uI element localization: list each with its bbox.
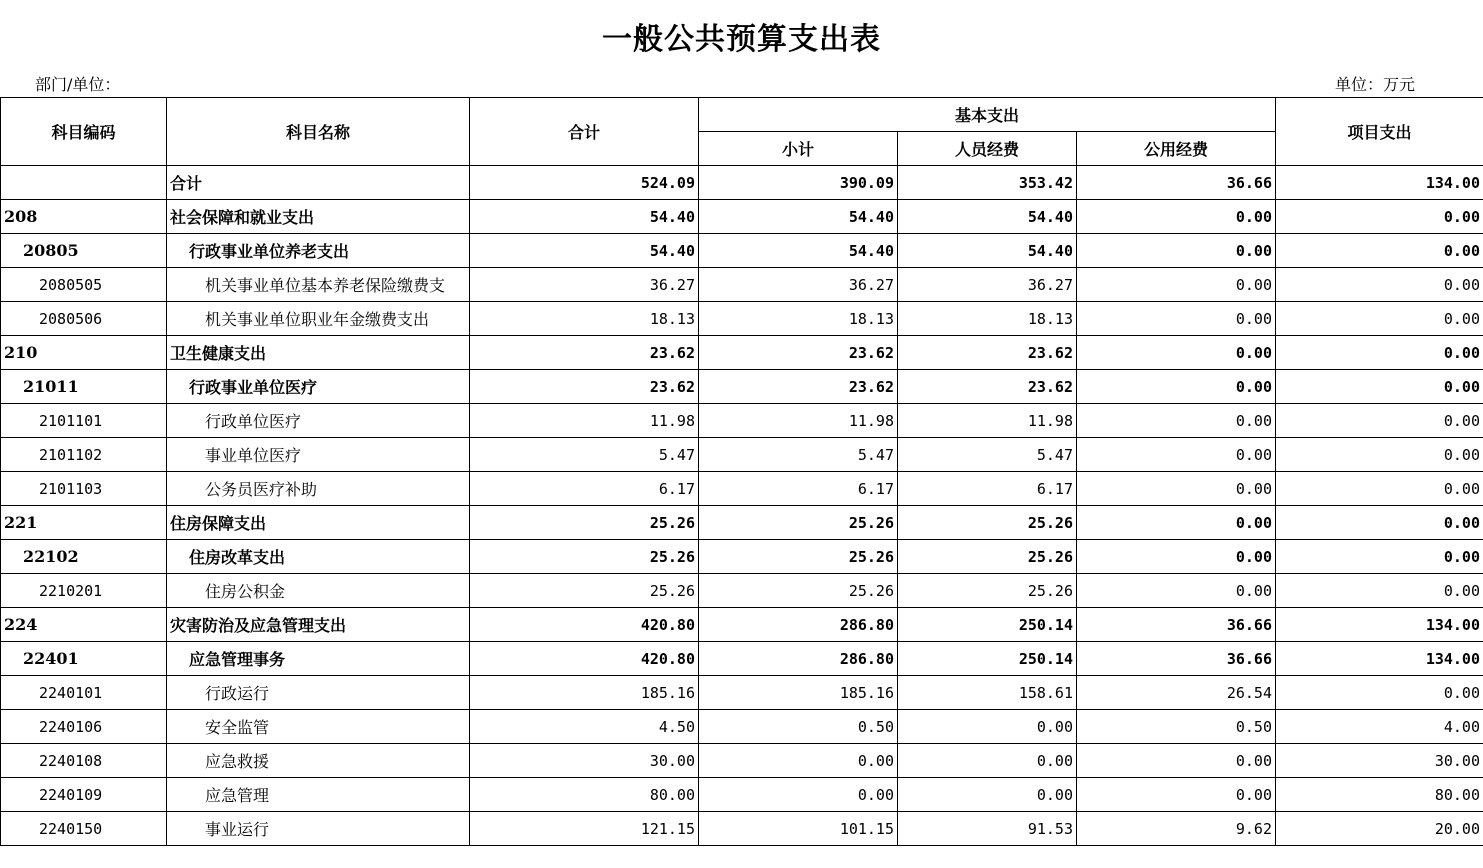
- cell-subtotal: 0.50: [699, 710, 898, 744]
- cell-public: 0.00: [1077, 744, 1276, 778]
- cell-code: 2240101: [1, 676, 167, 710]
- cell-project: 0.00: [1276, 676, 1483, 710]
- cell-name: 安全监管: [167, 710, 470, 744]
- cell-public: 0.00: [1077, 506, 1276, 540]
- cell-total: 524.09: [470, 166, 699, 200]
- cell-personnel: 36.27: [898, 268, 1077, 302]
- cell-code: 2240109: [1, 778, 167, 812]
- cell-name: 住房保障支出: [167, 506, 470, 540]
- table-row: [1, 472, 1483, 506]
- cell-personnel: 6.17: [898, 472, 1077, 506]
- cell-personnel: 54.40: [898, 234, 1077, 268]
- cell-name: 机关事业单位基本养老保险缴费支: [167, 268, 470, 302]
- cell-personnel: 353.42: [898, 166, 1077, 200]
- cell-total: 6.17: [470, 472, 699, 506]
- cell-code: 20805: [1, 234, 167, 268]
- cell-total: 420.80: [470, 608, 699, 642]
- cell-personnel: 0.00: [898, 710, 1077, 744]
- cell-code: 2101103: [1, 472, 167, 506]
- table-row: [1, 778, 1483, 812]
- table-row: [1, 336, 1483, 370]
- cell-code: [1, 166, 167, 200]
- cell-subtotal: 286.80: [699, 608, 898, 642]
- cell-total: 11.98: [470, 404, 699, 438]
- cell-personnel: 250.14: [898, 608, 1077, 642]
- cell-public: 0.00: [1077, 200, 1276, 234]
- cell-total: 185.16: [470, 676, 699, 710]
- cell-project: 0.00: [1276, 540, 1483, 574]
- cell-public: 0.00: [1077, 302, 1276, 336]
- cell-name: 行政事业单位医疗: [167, 370, 470, 404]
- cell-personnel: 0.00: [898, 778, 1077, 812]
- cell-name: 卫生健康支出: [167, 336, 470, 370]
- cell-project: 20.00: [1276, 812, 1483, 846]
- cell-subtotal: 11.98: [699, 404, 898, 438]
- cell-total: 23.62: [470, 336, 699, 370]
- cell-public: 9.62: [1077, 812, 1276, 846]
- cell-subtotal: 54.40: [699, 200, 898, 234]
- cell-subtotal: 6.17: [699, 472, 898, 506]
- page-title: 一般公共预算支出表: [602, 22, 881, 57]
- cell-project: 0.00: [1276, 302, 1483, 336]
- cell-total: 36.27: [470, 268, 699, 302]
- cell-name: 事业单位医疗: [167, 438, 470, 472]
- table-header: [1, 98, 1483, 166]
- table-row: [1, 574, 1483, 608]
- cell-subtotal: 390.09: [699, 166, 898, 200]
- cell-personnel: 158.61: [898, 676, 1077, 710]
- cell-name: 行政单位医疗: [167, 404, 470, 438]
- cell-public: 0.00: [1077, 778, 1276, 812]
- cell-name: 应急救援: [167, 744, 470, 778]
- cell-public: 0.00: [1077, 370, 1276, 404]
- table-row: [1, 540, 1483, 574]
- header-name: 科目名称: [167, 98, 470, 166]
- budget-table: [0, 97, 1483, 846]
- cell-public: 0.00: [1077, 472, 1276, 506]
- cell-code: 2240108: [1, 744, 167, 778]
- cell-total: 30.00: [470, 744, 699, 778]
- cell-name: 灾害防治及应急管理支出: [167, 608, 470, 642]
- header-total: 合计: [470, 98, 699, 166]
- cell-personnel: 0.00: [898, 744, 1077, 778]
- cell-project: 0.00: [1276, 404, 1483, 438]
- cell-project: 0.00: [1276, 370, 1483, 404]
- table-row: [1, 166, 1483, 200]
- cell-public: 26.54: [1077, 676, 1276, 710]
- cell-project: 134.00: [1276, 642, 1483, 676]
- cell-code: 210: [1, 336, 167, 370]
- cell-total: 54.40: [470, 234, 699, 268]
- cell-subtotal: 25.26: [699, 540, 898, 574]
- cell-total: 5.47: [470, 438, 699, 472]
- cell-project: 0.00: [1276, 574, 1483, 608]
- cell-subtotal: 23.62: [699, 370, 898, 404]
- cell-personnel: 54.40: [898, 200, 1077, 234]
- cell-public: 36.66: [1077, 608, 1276, 642]
- cell-personnel: 25.26: [898, 540, 1077, 574]
- department-label: 部门/单位：: [35, 75, 121, 94]
- header-basic-expenditure: 基本支出: [699, 98, 1276, 132]
- cell-public: 0.50: [1077, 710, 1276, 744]
- cell-project: 0.00: [1276, 234, 1483, 268]
- cell-name: 应急管理事务: [167, 642, 470, 676]
- cell-subtotal: 185.16: [699, 676, 898, 710]
- cell-code: 2101102: [1, 438, 167, 472]
- cell-total: 54.40: [470, 200, 699, 234]
- cell-code: 208: [1, 200, 167, 234]
- cell-name: 行政事业单位养老支出: [167, 234, 470, 268]
- table-row: [1, 744, 1483, 778]
- cell-name: 住房公积金: [167, 574, 470, 608]
- cell-project: 30.00: [1276, 744, 1483, 778]
- cell-total: 25.26: [470, 574, 699, 608]
- cell-subtotal: 0.00: [699, 744, 898, 778]
- cell-project: 0.00: [1276, 336, 1483, 370]
- cell-public: 36.66: [1077, 166, 1276, 200]
- cell-name: 社会保障和就业支出: [167, 200, 470, 234]
- cell-code: 2080505: [1, 268, 167, 302]
- table-row: [1, 812, 1483, 846]
- cell-total: 25.26: [470, 540, 699, 574]
- cell-public: 0.00: [1077, 540, 1276, 574]
- table-row: [1, 506, 1483, 540]
- cell-personnel: 23.62: [898, 336, 1077, 370]
- cell-name: 应急管理: [167, 778, 470, 812]
- cell-project: 0.00: [1276, 268, 1483, 302]
- cell-total: 4.50: [470, 710, 699, 744]
- cell-personnel: 5.47: [898, 438, 1077, 472]
- table-row: [1, 642, 1483, 676]
- cell-public: 0.00: [1077, 234, 1276, 268]
- cell-total: 23.62: [470, 370, 699, 404]
- cell-code: 2210201: [1, 574, 167, 608]
- cell-code: 2240106: [1, 710, 167, 744]
- header-code: 科目编码: [1, 98, 167, 166]
- cell-project: 80.00: [1276, 778, 1483, 812]
- cell-code: 2101101: [1, 404, 167, 438]
- table-row: [1, 676, 1483, 710]
- cell-name: 行政运行: [167, 676, 470, 710]
- cell-personnel: 23.62: [898, 370, 1077, 404]
- cell-subtotal: 25.26: [699, 506, 898, 540]
- cell-subtotal: 36.27: [699, 268, 898, 302]
- cell-name: 住房改革支出: [167, 540, 470, 574]
- cell-personnel: 91.53: [898, 812, 1077, 846]
- table-row: [1, 404, 1483, 438]
- cell-public: 0.00: [1077, 404, 1276, 438]
- cell-name: 合计: [167, 166, 470, 200]
- cell-total: 25.26: [470, 506, 699, 540]
- cell-project: 134.00: [1276, 166, 1483, 200]
- cell-code: 22401: [1, 642, 167, 676]
- unit-label: 单位：万元: [1335, 75, 1416, 94]
- cell-public: 0.00: [1077, 574, 1276, 608]
- cell-code: 224: [1, 608, 167, 642]
- table-row: [1, 302, 1483, 336]
- cell-name: 机关事业单位职业年金缴费支出: [167, 302, 470, 336]
- cell-total: 80.00: [470, 778, 699, 812]
- table-row: [1, 438, 1483, 472]
- cell-personnel: 25.26: [898, 574, 1077, 608]
- cell-personnel: 18.13: [898, 302, 1077, 336]
- cell-code: 2240150: [1, 812, 167, 846]
- cell-public: 0.00: [1077, 336, 1276, 370]
- cell-public: 0.00: [1077, 268, 1276, 302]
- header-public: 公用经费: [1077, 132, 1276, 166]
- cell-subtotal: 286.80: [699, 642, 898, 676]
- cell-personnel: 250.14: [898, 642, 1077, 676]
- cell-code: 22102: [1, 540, 167, 574]
- table-body: [1, 166, 1483, 846]
- cell-subtotal: 23.62: [699, 336, 898, 370]
- cell-public: 36.66: [1077, 642, 1276, 676]
- table-row: [1, 710, 1483, 744]
- table-row: [1, 200, 1483, 234]
- table-row: [1, 608, 1483, 642]
- header-personnel: 人员经费: [898, 132, 1077, 166]
- cell-public: 0.00: [1077, 438, 1276, 472]
- cell-subtotal: 25.26: [699, 574, 898, 608]
- cell-total: 121.15: [470, 812, 699, 846]
- cell-subtotal: 101.15: [699, 812, 898, 846]
- cell-subtotal: 0.00: [699, 778, 898, 812]
- header-project-expenditure: 项目支出: [1276, 98, 1483, 166]
- header-subtotal: 小计: [699, 132, 898, 166]
- table-row: [1, 370, 1483, 404]
- cell-subtotal: 54.40: [699, 234, 898, 268]
- table-row: [1, 234, 1483, 268]
- cell-subtotal: 18.13: [699, 302, 898, 336]
- table-row: [1, 268, 1483, 302]
- cell-code: 2080506: [1, 302, 167, 336]
- cell-name: 公务员医疗补助: [167, 472, 470, 506]
- cell-project: 134.00: [1276, 608, 1483, 642]
- cell-project: 0.00: [1276, 438, 1483, 472]
- cell-total: 18.13: [470, 302, 699, 336]
- cell-personnel: 11.98: [898, 404, 1077, 438]
- cell-code: 21011: [1, 370, 167, 404]
- cell-project: 0.00: [1276, 472, 1483, 506]
- cell-subtotal: 5.47: [699, 438, 898, 472]
- cell-project: 4.00: [1276, 710, 1483, 744]
- cell-code: 221: [1, 506, 167, 540]
- cell-personnel: 25.26: [898, 506, 1077, 540]
- cell-total: 420.80: [470, 642, 699, 676]
- cell-project: 0.00: [1276, 506, 1483, 540]
- cell-name: 事业运行: [167, 812, 470, 846]
- cell-project: 0.00: [1276, 200, 1483, 234]
